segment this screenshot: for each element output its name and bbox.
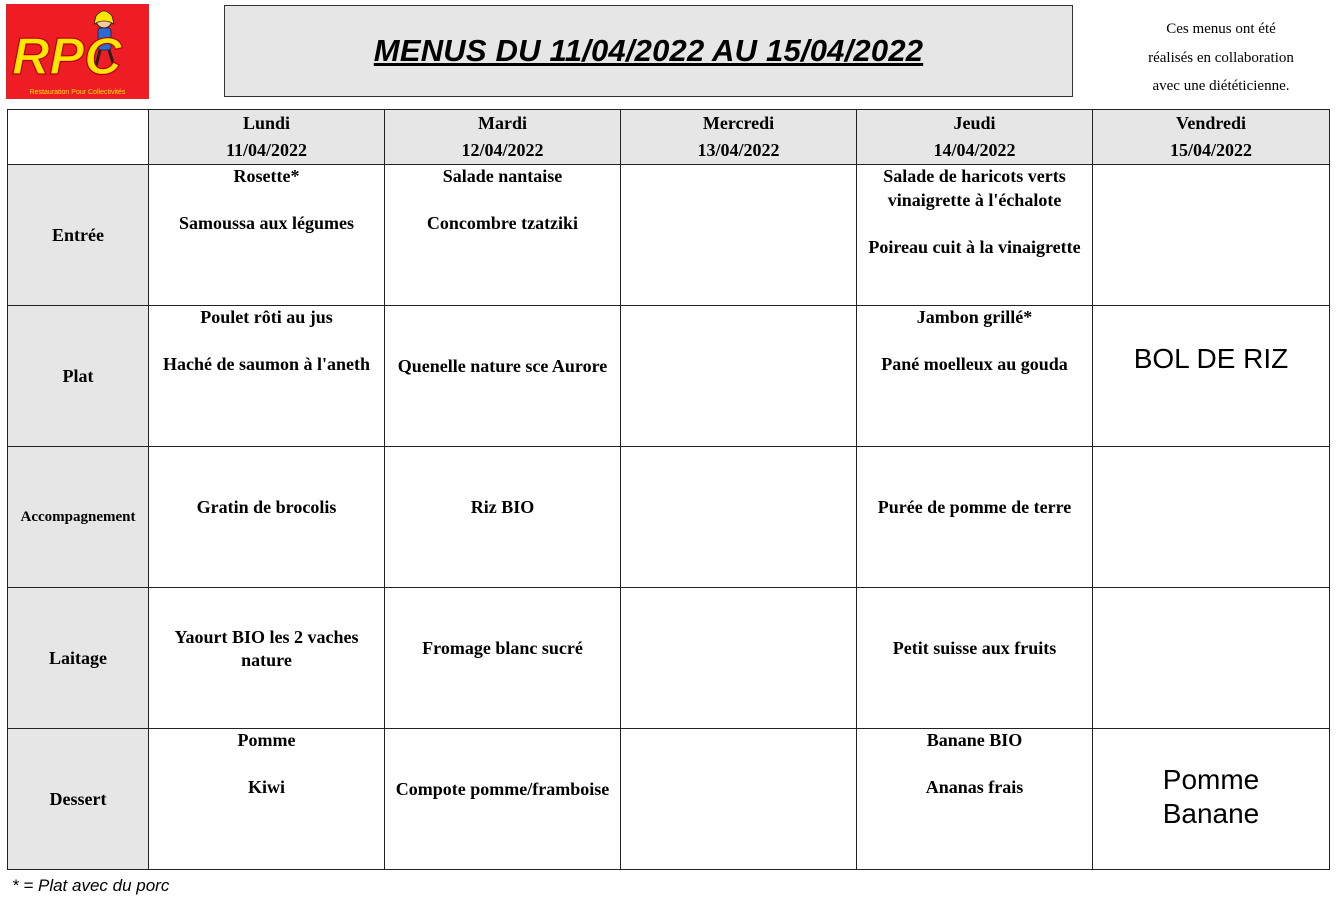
menu-row-entree bbox=[8, 165, 1330, 306]
note-line: Ces menus ont été bbox=[1166, 21, 1276, 37]
note-line: réalisés en collaboration bbox=[1148, 49, 1294, 66]
menu-cell bbox=[149, 306, 385, 447]
dish: Purée de pomme de terre bbox=[877, 497, 1072, 518]
dish: Pané moelleux au gouda bbox=[881, 354, 1068, 374]
dish: Petit suisse aux fruits bbox=[892, 638, 1057, 659]
menu-cell-empty bbox=[621, 729, 857, 870]
day-name: Jeudi bbox=[953, 113, 996, 133]
row-label: Laitage bbox=[8, 588, 149, 729]
day-date: 11/04/2022 bbox=[225, 140, 307, 160]
menu-cell bbox=[385, 588, 621, 729]
title-banner bbox=[224, 5, 1073, 97]
dish: Haché de saumon à l'aneth bbox=[162, 354, 371, 374]
menu-cell bbox=[385, 447, 621, 588]
row-label: Accompagnement bbox=[8, 447, 149, 588]
dish: Poulet rôti au jus bbox=[200, 307, 333, 327]
day-date: 15/04/2022 bbox=[1169, 140, 1252, 160]
dish: Poireau cuit à la vinaigrette bbox=[868, 236, 1081, 257]
note-line: avec une diététicienne. bbox=[1152, 78, 1290, 94]
table-corner bbox=[8, 110, 149, 165]
logo-tagline: Restauration Pour Collectivités bbox=[29, 89, 126, 96]
dish: Banane BIO bbox=[926, 730, 1023, 750]
menu-cell bbox=[857, 306, 1093, 447]
day-name: Lundi bbox=[242, 113, 291, 133]
dish: Kiwi bbox=[247, 777, 285, 797]
day-date: 14/04/2022 bbox=[933, 140, 1016, 160]
dish: Salade de haricots verts vinaigrette à l'échalote bbox=[883, 166, 1066, 210]
menu-cell bbox=[857, 729, 1093, 870]
dish: Rosette* bbox=[233, 166, 300, 186]
menu-cell bbox=[149, 447, 385, 588]
menu-cell bbox=[385, 165, 621, 306]
dish: Fromage blanc sucré bbox=[422, 638, 583, 659]
menu-cell-empty bbox=[621, 588, 857, 729]
day-header-monday bbox=[149, 110, 385, 165]
row-label: Dessert bbox=[8, 729, 149, 870]
day-name: Mercredi bbox=[702, 113, 775, 133]
menu-cell-empty bbox=[621, 306, 857, 447]
dish: Pomme bbox=[237, 730, 296, 750]
dietitian-note bbox=[1110, 15, 1332, 101]
pork-footnote: * = Plat avec du porc bbox=[12, 876, 170, 895]
menu-cell-empty bbox=[621, 447, 857, 588]
logo-artwork bbox=[6, 4, 149, 99]
page-title: MENUS DU 11/04/2022 AU 15/04/2022 bbox=[373, 33, 924, 68]
dish: Quenelle nature sce Aurore bbox=[397, 356, 608, 377]
menu-cell bbox=[1093, 306, 1330, 447]
menu-cell bbox=[857, 447, 1093, 588]
day-header-friday bbox=[1093, 110, 1330, 165]
day-date: 12/04/2022 bbox=[461, 140, 544, 160]
menu-row-plat bbox=[8, 306, 1330, 447]
menu-table bbox=[7, 109, 1330, 870]
menu-cell bbox=[857, 588, 1093, 729]
dish: Banane bbox=[1162, 798, 1260, 829]
dish: BOL DE RIZ bbox=[1133, 343, 1289, 374]
svg-text:RPC: RPC bbox=[12, 28, 122, 86]
dish: Compote pomme/framboise bbox=[395, 779, 610, 800]
menu-cell-empty bbox=[621, 165, 857, 306]
header-row bbox=[8, 110, 1330, 165]
day-header-thursday bbox=[857, 110, 1093, 165]
dish: Gratin de brocolis bbox=[196, 497, 337, 518]
row-label: Entrée bbox=[8, 165, 149, 306]
dish: Riz BIO bbox=[470, 497, 535, 518]
menu-cell bbox=[149, 588, 385, 729]
menu-cell-empty bbox=[1093, 588, 1330, 729]
dish: Samoussa aux légumes bbox=[178, 213, 355, 233]
dish: Concombre tzatziki bbox=[426, 213, 579, 233]
dish: Jambon grillé* bbox=[916, 307, 1033, 327]
day-date: 13/04/2022 bbox=[697, 140, 780, 160]
dish: Pomme bbox=[1162, 764, 1260, 795]
rpc-logo bbox=[6, 4, 149, 99]
day-header-wednesday bbox=[621, 110, 857, 165]
menu-cell bbox=[857, 165, 1093, 306]
menu-row-accompagnement bbox=[8, 447, 1330, 588]
day-name: Vendredi bbox=[1175, 113, 1247, 133]
menu-cell bbox=[385, 729, 621, 870]
row-label: Plat bbox=[8, 306, 149, 447]
dish: Salade nantaise bbox=[442, 166, 563, 186]
menu-cell bbox=[149, 729, 385, 870]
dish: Ananas frais bbox=[925, 777, 1024, 797]
day-header-tuesday bbox=[385, 110, 621, 165]
menu-cell bbox=[385, 306, 621, 447]
day-name: Mardi bbox=[478, 113, 527, 133]
menu-cell bbox=[149, 165, 385, 306]
menu-cell bbox=[1093, 729, 1330, 870]
menu-row-laitage bbox=[8, 588, 1330, 729]
dish: Yaourt BIO les 2 vaches nature bbox=[174, 626, 359, 670]
menu-cell-empty bbox=[1093, 447, 1330, 588]
menu-cell-empty bbox=[1093, 165, 1330, 306]
menu-row-dessert bbox=[8, 729, 1330, 870]
